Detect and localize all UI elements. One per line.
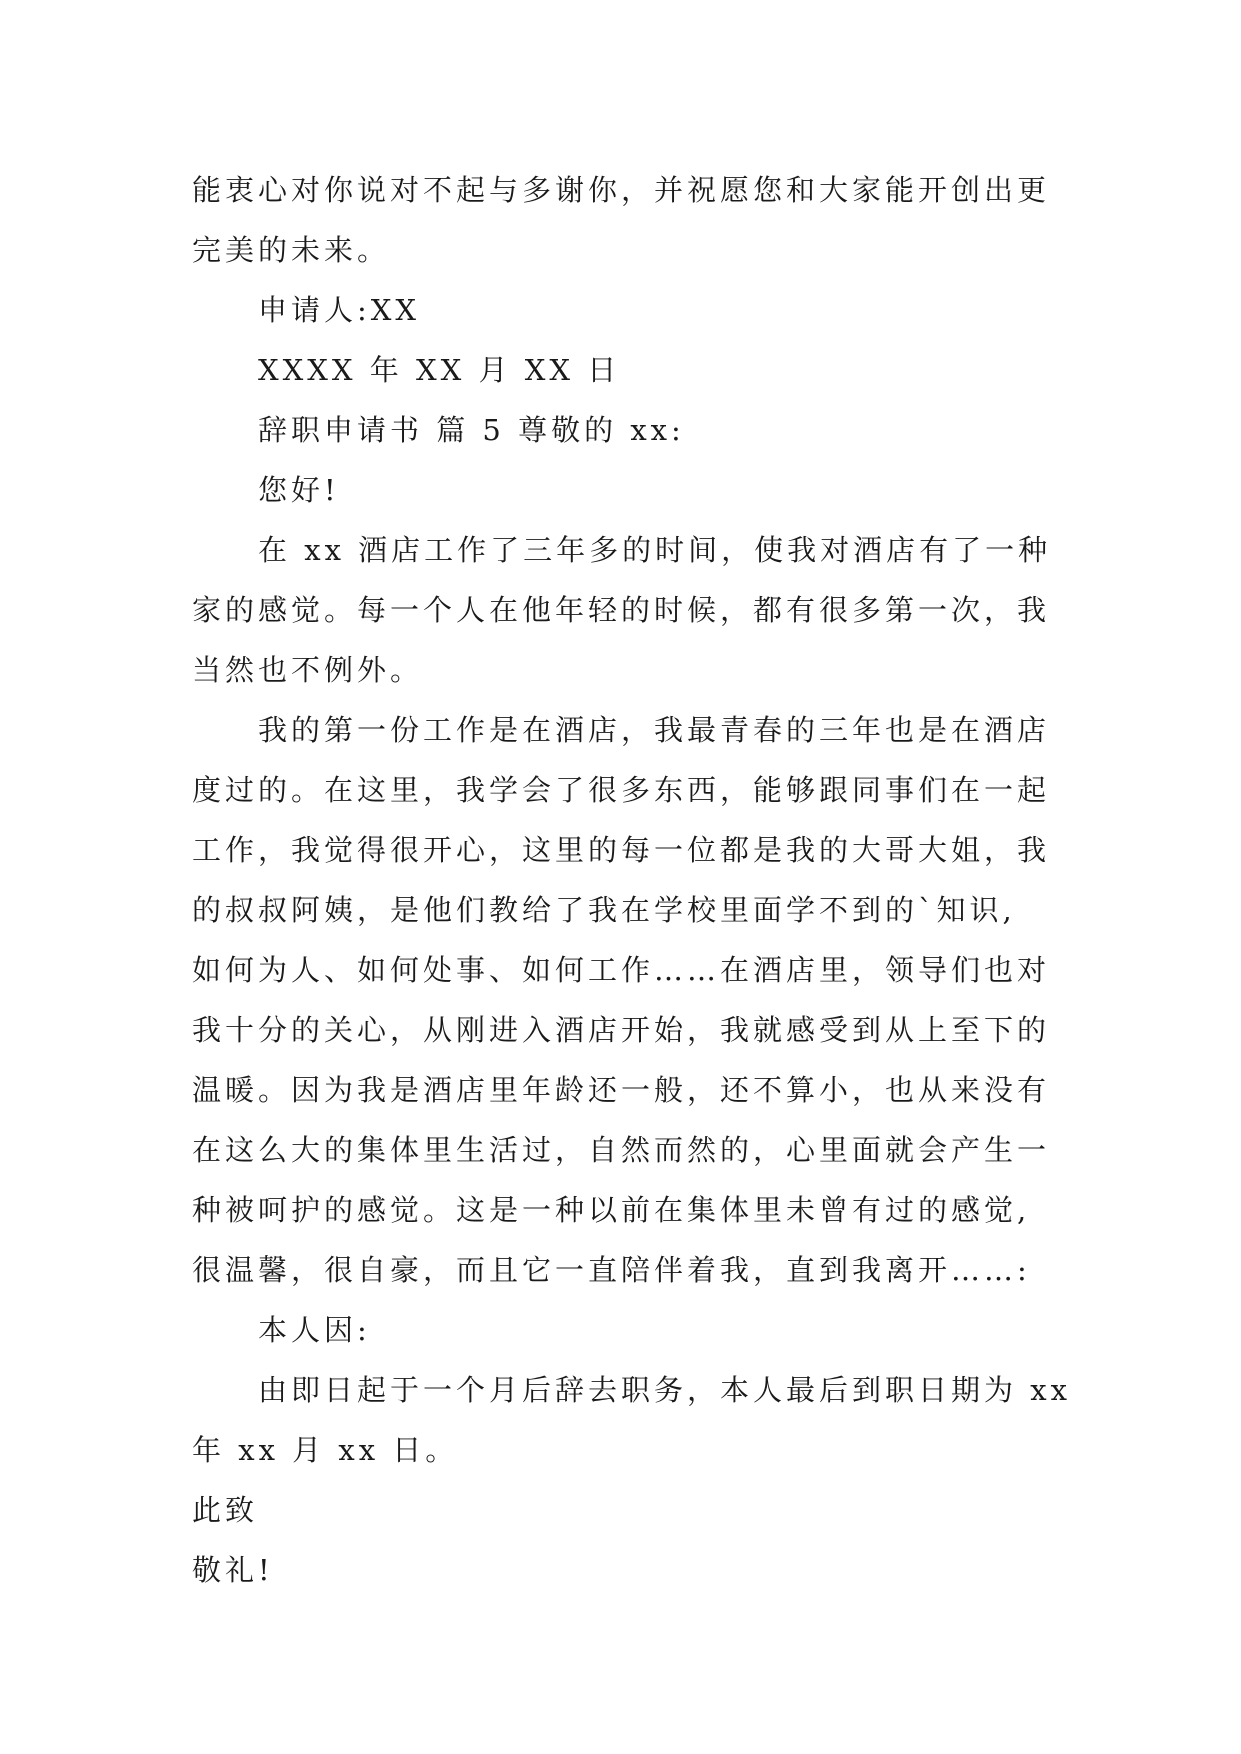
- text-line: 我的第一份工作是在酒店，我最青春的三年也是在酒店: [258, 713, 1051, 747]
- text-line: 如何为人、如何处事、如何工作……在酒店里，领导们也对: [192, 953, 1051, 987]
- text-line: 由即日起于一个月后辞去职务，本人最后到职日期为 xx: [258, 1373, 1071, 1407]
- text-line: 很温馨，很自豪，而且它一直陪伴着我，直到我离开……:: [192, 1253, 1031, 1287]
- applicant-line: 申请人:XX: [258, 293, 421, 327]
- greeting-line: 您好!: [258, 473, 340, 507]
- text-line: 当然也不例外。: [192, 653, 424, 687]
- text-line: 完美的未来。: [192, 233, 391, 267]
- reason-line: 本人因:: [258, 1313, 371, 1347]
- closing-line: 此致: [192, 1493, 259, 1527]
- text-line: 能衷心对你说对不起与多谢你，并祝愿您和大家能开创出更: [192, 173, 1051, 207]
- text-line: 在 xx 酒店工作了三年多的时间，使我对酒店有了一种: [258, 533, 1052, 567]
- text-line: 种被呵护的感觉。这是一种以前在集体里未曾有过的感觉,: [192, 1193, 1031, 1227]
- text-line: 年 xx 月 xx 日。: [192, 1433, 459, 1467]
- section-heading: 辞职申请书 篇 5 尊敬的 xx:: [258, 413, 685, 447]
- text-line: 我十分的关心，从刚进入酒店开始，我就感受到从上至下的: [192, 1013, 1051, 1047]
- text-line: 度过的。在这里，我学会了很多东西，能够跟同事们在一起: [192, 773, 1051, 807]
- text-line: 温暖。因为我是酒店里年龄还一般，还不算小，也从来没有: [192, 1073, 1051, 1107]
- salutation-line: 敬礼!: [192, 1553, 274, 1587]
- document-body: [192, 160, 1071, 1600]
- text-line: 工作，我觉得很开心，这里的每一位都是我的大哥大姐，我: [192, 833, 1051, 867]
- date-line: XXXX 年 XX 月 XX 日: [258, 353, 621, 387]
- text-line: 的叔叔阿姨，是他们教给了我在学校里面学不到的`知识,: [192, 893, 1016, 927]
- text-line: 在这么大的集体里生活过，自然而然的，心里面就会产生一: [192, 1133, 1051, 1167]
- text-line: 家的感觉。每一个人在他年轻的时候，都有很多第一次，我: [192, 593, 1051, 627]
